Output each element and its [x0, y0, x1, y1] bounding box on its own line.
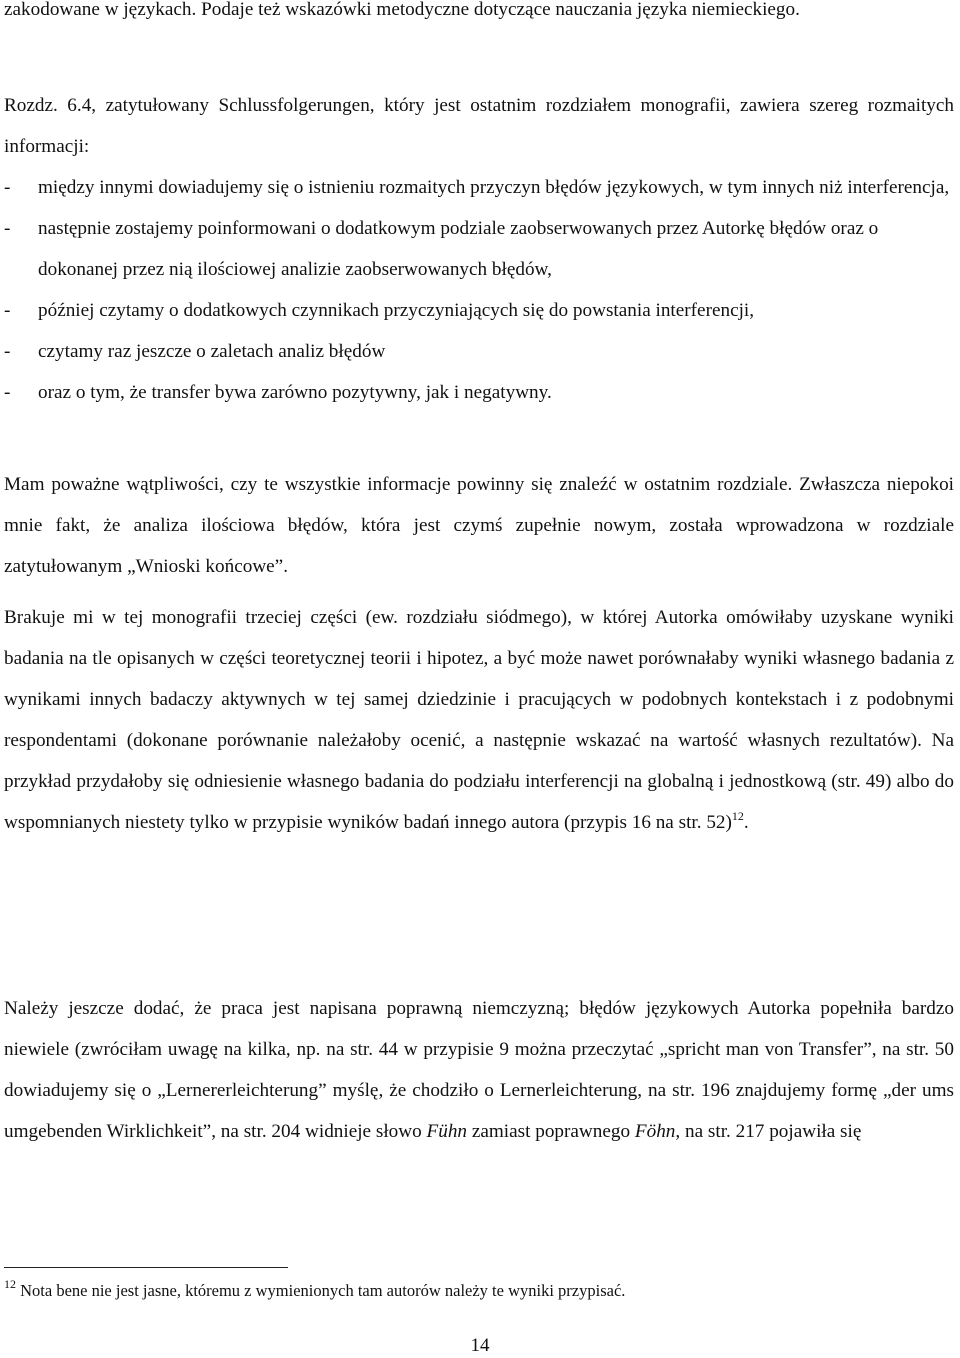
- footnote: $^{12}$ Nota bene nie jest jasne, któremu z wymienionych tam autorów należy te wyniki przypisać.: [4, 1277, 626, 1300]
- italic-word: Föhn: [634, 1121, 676, 1142]
- list-item: - między innymi dowiadujemy się o istnieniu rozmaitych przyczyn błędów językowych, w tym innych niż interferencja,: [4, 177, 950, 198]
- list-item: - oraz o tym, że transfer bywa zarówno pozytywny, jak i negatywny.: [4, 382, 552, 403]
- footnote-number: 12: [4, 1277, 16, 1291]
- footnote-separator: [4, 1267, 288, 1268]
- list-item: - następnie zostajemy poinformowani o dodatkowym podziale zaobserwowanych przez Autorkę błędów oraz o dokonanej przez nią ilościowej analizie zaobserwowanych błędów,: [4, 218, 879, 280]
- paragraph-language-errors: Należy jeszcze dodać, że praca jest napisana poprawną niemczyzną; błędów językowych Autorka popełniła bardzo niewiele (zwróciłam uwagę na kilka, np. na str. 44 w przypisie 9 można przeczytać „spricht man von Transfer”, na str. 50 dowiadujemy się o „Lernererleichterung” myślę, że chodziło o Lernerleichterung, na str. 196 znajdujemy formę „der ums umgebenden Wirklichkeit”, na str. 204 widnieje słowo Fühn zamiast poprawnego Föhn, na str. 217 pojawiła się: [4, 998, 954, 1142]
- paragraph-doubts: Mam poważne wątpliwości, czy te wszystkie informacje powinny się znaleźć w ostatnim rozdziale. Zwłaszcza niepokoi mnie fakt, że analiza ilościowa błędów, która jest czymś zupełnie nowym, została wprowadzona w rozdziale zatytułowanym „Wnioski końcowe”.: [4, 474, 954, 577]
- paragraph-missing-part: Brakuje mi w tej monografii trzeciej części (ew. rozdziału siódmego), w której Autorka omówiłaby uzyskane wyniki badania na tle opisanych w części teoretycznej teorii i hipotez, a być może nawet porównałaby wyniki własnego badania z wynikami innych badaczy aktywnych w tej samej dziedzinie i pracujących w podobnych kontekstach i z podobnymi respondentami (dokonane porównanie należałoby ocenić, a następnie wskazać na wartość własnych rezultatów). Na przykład przydałoby się odniesienie własnego badania do podziału interferencji na globalną i jednostkową (str. 49) albo do wspomnianych niestety tylko w przypisie wyników badań innego autora (przypis 16 na str. 52)$^{12}$.: [4, 607, 954, 833]
- summary-list: [4, 167, 954, 413]
- italic-word: Fühn: [426, 1121, 468, 1142]
- footnote-ref: 12: [731, 809, 744, 823]
- paragraph-intro: zakodowane w językach. Podaje też wskazówki metodyczne dotyczące nauczania języka niemieckiego.: [4, 0, 800, 20]
- page-number: 14: [470, 1335, 490, 1356]
- paragraph-chapter-summary: Rozdz. 6.4, zatytułowany Schlussfolgerungen, który jest ostatnim rozdziałem monografii, zawiera szereg rozmaitych informacji:: [4, 95, 954, 157]
- list-item: - czytamy raz jeszcze o zaletach analiz błędów: [4, 341, 386, 362]
- list-item: - później czytamy o dodatkowych czynnikach przyczyniających się do powstania interferencji,: [4, 300, 755, 321]
